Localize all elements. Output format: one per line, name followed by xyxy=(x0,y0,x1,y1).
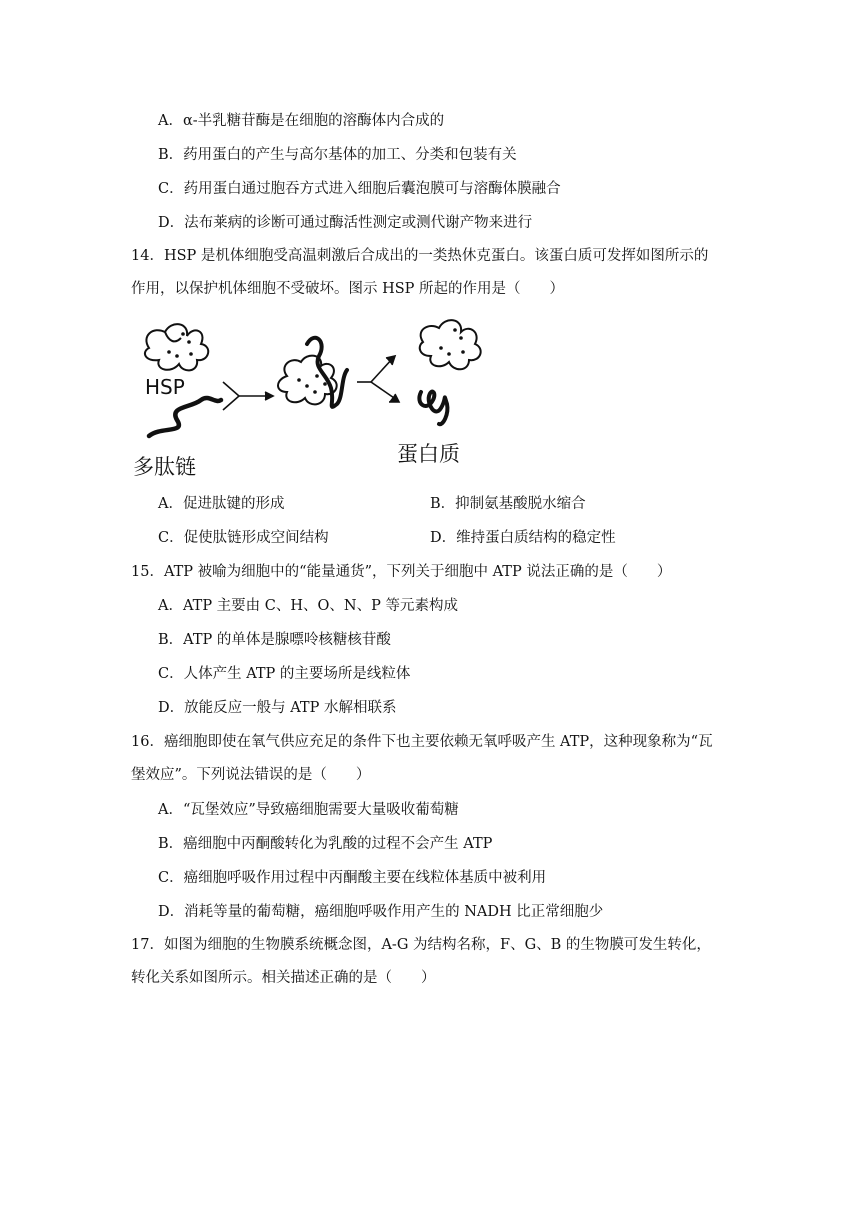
q14-option-d: D．维持蛋白质结构的稳定性 xyxy=(430,530,616,546)
q14-option-b: B．抑制氨基酸脱水缩合 xyxy=(430,496,586,512)
q16-stem-line2: 堡效应”。下列说法错误的是（ ） xyxy=(131,767,371,783)
q14-stem-line2: 作用，以保护机体细胞不受破坏。图示 HSP 所起的作用是（ ） xyxy=(131,281,565,297)
q13-option-b: B．药用蛋白的产生与高尔基体的加工、分类和包装有关 xyxy=(158,147,517,163)
q13-option-d: D．法布莱病的诊断可通过酶活性测定或测代谢产物来进行 xyxy=(158,215,533,231)
q15-option-a: A．ATP 主要由 C、H、O、N、P 等元素构成 xyxy=(158,598,458,614)
q16-option-c: C．癌细胞呼吸作用过程中丙酮酸主要在线粒体基质中被利用 xyxy=(158,870,547,886)
peptide-chain-icon xyxy=(149,398,221,436)
q14-option-a: A．促进肽键的形成 xyxy=(158,496,285,512)
split-arrow-icon xyxy=(357,356,399,402)
q15-option-d: D．放能反应一般与 ATP 水解相联系 xyxy=(158,700,397,716)
peptide-label: 多肽链 xyxy=(133,455,196,479)
protein-label: 蛋白质 xyxy=(397,442,460,466)
q15-option-b: B．ATP 的单体是腺嘌呤核糖核苷酸 xyxy=(158,632,391,648)
q15-stem: 15．ATP 被喻为细胞中的“能量通货”，下列关于细胞中 ATP 说法正确的是（ ） xyxy=(131,564,672,580)
merge-arrow-icon xyxy=(223,382,273,410)
folded-protein-icon xyxy=(419,392,447,425)
q14-option-c: C．促使肽链形成空间结构 xyxy=(158,530,329,546)
q16-stem-line1: 16．癌细胞即使在氧气供应充足的条件下也主要依赖无氧呼吸产生 ATP，这种现象称为“瓦 xyxy=(131,734,713,750)
q17-stem-line1: 17．如图为细胞的生物膜系统概念图，A-G 为结构名称，F、G、B 的生物膜可发生转化， xyxy=(131,937,711,953)
q13-option-a: A．α-半乳糖苷酶是在细胞的溶酶体内合成的 xyxy=(158,113,445,129)
q13-option-c: C．药用蛋白通过胞吞方式进入细胞后囊泡膜可与溶酶体膜融合 xyxy=(158,181,561,197)
q17-stem-line2: 转化关系如图所示。相关描述正确的是（ ） xyxy=(131,970,436,986)
q14-stem-line1: 14．HSP 是机体细胞受高温刺激后合成出的一类热休克蛋白。该蛋白质可发挥如图所示的 xyxy=(131,248,709,264)
q16-option-b: B．癌细胞中丙酮酸转化为乳酸的过程不会产生 ATP xyxy=(158,836,493,852)
hsp-label: HSP xyxy=(145,375,185,399)
q16-option-d: D．消耗等量的葡萄糖，癌细胞呼吸作用产生的 NADH 比正常细胞少 xyxy=(158,904,604,920)
hsp-diagram xyxy=(131,308,491,483)
q16-option-a: A．“瓦堡效应”导致癌细胞需要大量吸收葡萄糖 xyxy=(158,802,459,818)
q15-option-c: C．人体产生 ATP 的主要场所是线粒体 xyxy=(158,666,411,682)
hsp-molecule-icon xyxy=(145,324,208,370)
hsp-released-icon xyxy=(420,320,481,369)
